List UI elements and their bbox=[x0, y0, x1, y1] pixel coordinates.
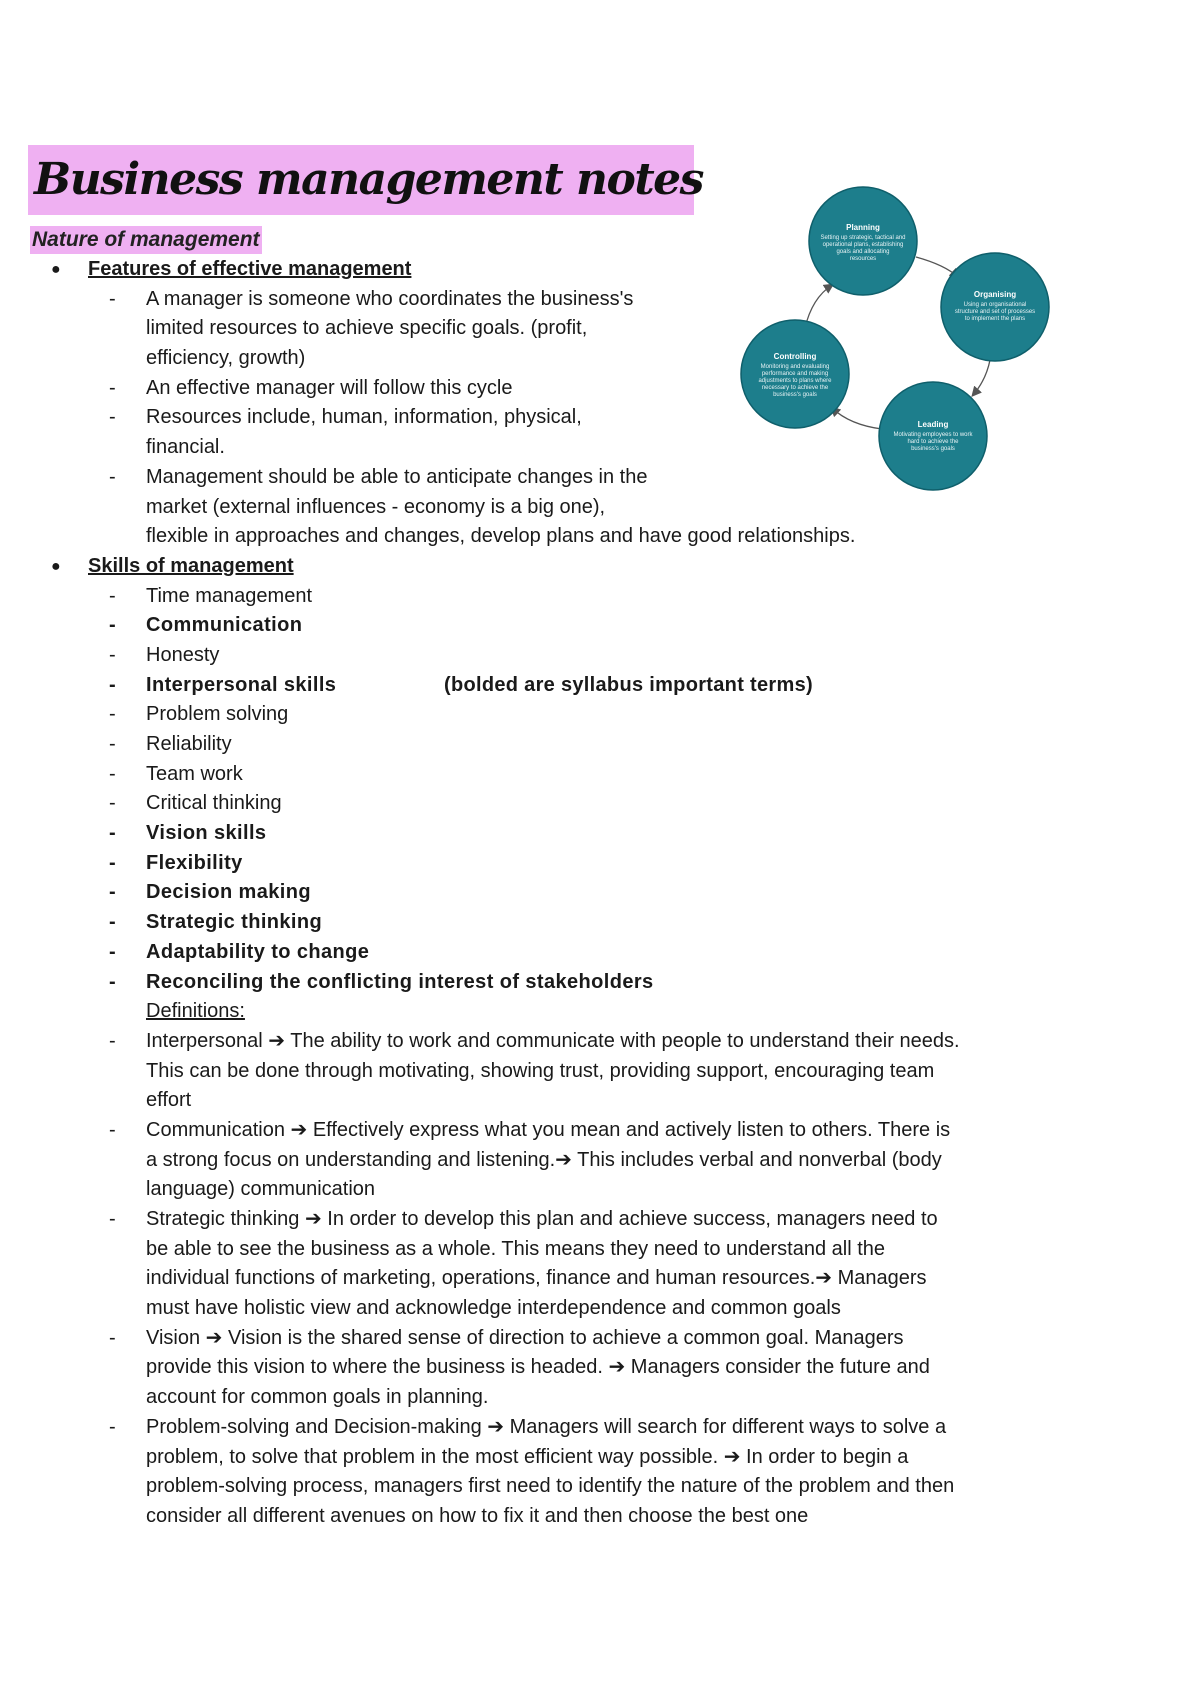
dash-icon: - bbox=[109, 1029, 116, 1052]
dash-icon: - bbox=[109, 1415, 116, 1438]
list-text: efficiency, growth) bbox=[146, 347, 306, 370]
definition-text: Problem-solving and Decision-making ➔ Managers will search for different ways to solve a bbox=[146, 1415, 947, 1438]
definition-text: Interpersonal ➔ The ability to work and communicate with people to understand their needs. bbox=[146, 1029, 960, 1052]
svg-text:operational plans, establishin: operational plans, establishing bbox=[822, 242, 904, 248]
dash-icon: - bbox=[109, 584, 116, 607]
definition-text: must have holistic view and acknowledge interdependence and common goals bbox=[146, 1297, 841, 1320]
dash-icon: - bbox=[109, 762, 116, 785]
definition-item bbox=[0, 1116, 1200, 1146]
skill-item bbox=[0, 641, 1200, 671]
svg-text:Planning: Planning bbox=[846, 223, 880, 232]
svg-text:structure and set of processes: structure and set of processes bbox=[954, 309, 1036, 315]
skill-text: Flexibility bbox=[146, 851, 243, 874]
dash-icon: - bbox=[109, 911, 117, 934]
svg-text:Motivating employees to work: Motivating employees to work bbox=[893, 432, 973, 438]
dash-icon: - bbox=[109, 881, 117, 904]
svg-text:resources: resources bbox=[849, 256, 877, 262]
skill-item bbox=[0, 611, 1200, 641]
skill-item bbox=[0, 671, 1200, 701]
dash-icon: - bbox=[109, 376, 116, 399]
svg-text:Controlling: Controlling bbox=[773, 352, 817, 361]
definition-item bbox=[0, 1027, 1200, 1057]
definition-item bbox=[0, 1502, 1200, 1532]
definition-text: individual functions of marketing, operations, finance and human resources.➔ Managers bbox=[146, 1267, 927, 1290]
skill-text: Honesty bbox=[146, 643, 220, 666]
definition-item bbox=[0, 1443, 1200, 1473]
svg-text:adjustments to plans where: adjustments to plans where bbox=[758, 378, 832, 384]
definition-item bbox=[0, 1057, 1200, 1087]
skill-text: Vision skills bbox=[146, 822, 267, 845]
skill-text: Reliability bbox=[146, 733, 232, 755]
svg-text:Monitoring and evaluating: Monitoring and evaluating bbox=[760, 364, 830, 370]
definition-text: effort bbox=[146, 1089, 192, 1112]
dash-icon: - bbox=[109, 851, 117, 874]
skill-item bbox=[0, 968, 1200, 998]
skill-text: Interpersonal skills bbox=[146, 673, 337, 696]
list-text: market (external influences - economy is a big one), bbox=[146, 495, 606, 518]
bullet-icon: ● bbox=[51, 557, 61, 575]
svg-text:hard to achieve the: hard to achieve the bbox=[907, 439, 959, 445]
notes-body bbox=[0, 255, 1200, 1532]
dash-icon: - bbox=[109, 673, 117, 696]
skill-item bbox=[0, 582, 1200, 612]
list-item bbox=[0, 344, 1200, 374]
skill-item bbox=[0, 789, 1200, 819]
svg-text:Leading: Leading bbox=[917, 420, 949, 429]
list-item bbox=[0, 403, 1200, 433]
section-heading: Features of effective management bbox=[88, 258, 412, 280]
list-text: Resources include, human, information, physical, bbox=[146, 406, 582, 429]
list-text: Management should be able to anticipate changes in the bbox=[146, 465, 648, 488]
definition-text: This can be done through motivating, showing trust, providing support, encouraging team bbox=[146, 1059, 935, 1082]
skill-item bbox=[0, 730, 1200, 760]
definition-text: problem, to solve that problem in the most efficient way possible. ➔ In order to begin a bbox=[146, 1445, 909, 1468]
definition-text: Communication ➔ Effectively express what you mean and actively listen to others. There is bbox=[146, 1118, 951, 1141]
list-text: limited resources to achieve specific goals. (profit, bbox=[146, 317, 588, 340]
skill-text: Reconciling the conflicting interest of stakeholders bbox=[146, 970, 654, 993]
definition-text: a strong focus on understanding and listening.➔ This includes verbal and nonverbal (body bbox=[146, 1148, 942, 1171]
definition-item bbox=[0, 1353, 1200, 1383]
list-text: An effective manager will follow this cycle bbox=[146, 376, 513, 399]
definition-text: Strategic thinking ➔ In order to develop this plan and achieve success, managers need to bbox=[146, 1208, 938, 1230]
list-text: flexible in approaches and changes, develop plans and have good relationships. bbox=[146, 525, 856, 548]
svg-text:Setting up strategic, tactical: Setting up strategic, tactical and bbox=[820, 235, 906, 241]
bullet-icon: ● bbox=[51, 261, 61, 278]
skill-text: Strategic thinking bbox=[146, 911, 323, 934]
skill-text: Time management bbox=[146, 584, 312, 607]
definition-item bbox=[0, 1413, 1200, 1443]
dash-icon: - bbox=[109, 792, 116, 815]
skill-text: Critical thinking bbox=[146, 792, 282, 815]
svg-text:business's goals: business's goals bbox=[773, 392, 817, 398]
dash-icon: - bbox=[109, 1326, 116, 1349]
svg-text:goals and allocating: goals and allocating bbox=[836, 249, 890, 255]
definition-text: account for common goals in planning. bbox=[146, 1386, 489, 1409]
definition-item bbox=[0, 1324, 1200, 1354]
definition-item bbox=[0, 1294, 1200, 1324]
dash-icon: - bbox=[109, 703, 116, 726]
definition-item bbox=[0, 1086, 1200, 1116]
page-title: Business management notes bbox=[34, 154, 703, 205]
definition-item bbox=[0, 1472, 1200, 1502]
list-item bbox=[0, 433, 1200, 463]
definition-text: provide this vision to where the business is headed. ➔ Managers consider the future and bbox=[146, 1356, 930, 1379]
skill-text: Adaptability to change bbox=[146, 940, 370, 963]
skill-item bbox=[0, 908, 1200, 938]
section-heading: Skills of management bbox=[88, 554, 294, 577]
list-item bbox=[0, 314, 1200, 344]
list-item bbox=[0, 552, 1200, 582]
dash-icon: - bbox=[109, 406, 116, 429]
dash-icon: - bbox=[109, 970, 117, 993]
skill-item bbox=[0, 819, 1200, 849]
dash-icon: - bbox=[109, 1118, 116, 1141]
definition-item bbox=[0, 1264, 1200, 1294]
definition-text: be able to see the business as a whole. This means they need to understand all the bbox=[146, 1237, 886, 1260]
svg-text:necessary to achieve the: necessary to achieve the bbox=[761, 385, 829, 391]
list-item bbox=[0, 285, 1200, 315]
svg-text:to implement the plans: to implement the plans bbox=[964, 316, 1026, 322]
definition-item bbox=[0, 1146, 1200, 1176]
definition-item bbox=[0, 1175, 1200, 1205]
dash-icon: - bbox=[109, 822, 117, 845]
skill-item bbox=[0, 938, 1200, 968]
list-item bbox=[0, 463, 1200, 493]
definition-text: consider all different avenues on how to fix it and then choose the best one bbox=[146, 1504, 809, 1527]
dash-icon: - bbox=[109, 465, 116, 488]
definition-text: problem-solving process, managers first need to identify the nature of the problem and then bbox=[146, 1475, 955, 1498]
list-item bbox=[0, 374, 1200, 404]
section-subtitle: Nature of management bbox=[30, 226, 262, 254]
skill-item bbox=[0, 700, 1200, 730]
syllabus-note: (bolded are syllabus important terms) bbox=[444, 673, 813, 696]
skill-text: Team work bbox=[146, 762, 243, 785]
list-item bbox=[0, 493, 1200, 523]
svg-text:Organising: Organising bbox=[973, 290, 1017, 299]
definitions-label-row bbox=[0, 997, 1200, 1027]
list-text: financial. bbox=[146, 436, 225, 459]
dash-icon: - bbox=[109, 733, 116, 755]
dash-icon: - bbox=[109, 643, 116, 666]
svg-text:Using an organisational: Using an organisational bbox=[963, 302, 1027, 308]
skill-item bbox=[0, 849, 1200, 879]
list-text: A manager is someone who coordinates the business's bbox=[146, 287, 634, 310]
dash-icon: - bbox=[109, 940, 117, 963]
dash-icon: - bbox=[109, 287, 116, 310]
dash-icon: - bbox=[109, 1208, 116, 1230]
definition-item bbox=[0, 1235, 1200, 1265]
definitions-label: Definitions: bbox=[146, 1000, 245, 1023]
dash-icon: - bbox=[109, 614, 117, 637]
definition-item bbox=[0, 1205, 1200, 1235]
skill-item bbox=[0, 760, 1200, 790]
skill-item bbox=[0, 878, 1200, 908]
svg-text:performance and making: performance and making bbox=[761, 371, 829, 377]
definition-item bbox=[0, 1383, 1200, 1413]
skill-text: Communication bbox=[146, 614, 303, 637]
definition-text: language) communication bbox=[146, 1178, 376, 1201]
skill-text: Problem solving bbox=[146, 703, 289, 726]
svg-text:business's goals: business's goals bbox=[911, 446, 955, 452]
definition-text: Vision ➔ Vision is the shared sense of direction to achieve a common goal. Managers bbox=[146, 1326, 904, 1349]
list-item bbox=[0, 255, 1200, 285]
list-item bbox=[0, 522, 1200, 552]
skill-text: Decision making bbox=[146, 881, 311, 904]
